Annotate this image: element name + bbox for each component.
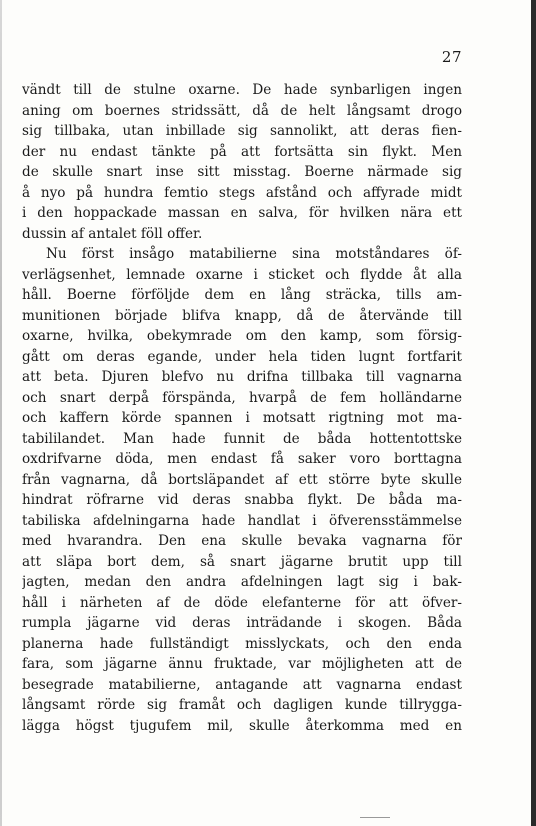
text-line: och kaffern körde spannen i motsatt rigtning mot ma- [22,410,462,426]
printer-mark [360,817,390,818]
text-line: å nyo på hundra femtio stegs afstånd och affyrade midt [22,184,462,201]
text-line: munitionen började blifva knapp, då de återvände till [22,307,462,324]
text-line: och snart derpå förspända, hvarpå de fem holländarne [22,389,462,406]
text-line: att släpa bort dem, så snart jägarne brutit upp till [22,553,462,570]
paragraph-1 [22,80,462,244]
text-line: aning om boernes stridssätt, då de helt långsamt drogo [22,102,462,119]
text-line: planerna hade fullständigt misslyckats, och den enda [22,635,462,652]
text-line: vändt till de stulne oxarne. De hade synbarligen ingen [22,82,462,98]
text-line: håll i närheten af de döde elefanterne för att öfver- [22,594,462,611]
page-edge-right [531,0,536,826]
text-line: der nu endast tänkte på att fortsätta sin flykt. Men [22,143,462,160]
text-line: oxdrifvarne döda, men endast få saker voro borttagna [22,451,462,467]
text-line: verlägsenhet, lemnade oxarne i sticket och flydde åt alla [22,266,462,283]
text-line: tabililandet. Man hade funnit de båda hottentottske [22,430,462,447]
text-line: rumpla jägarne vid deras inträdande i skogen. Båda [22,615,462,631]
text-line: långsamt rörde sig framåt och dagligen kunde tillrygga- [22,697,462,713]
text-line: från vagnarna, då bortsläpandet af ett större byte skulle [22,471,462,488]
text-line: gått om deras egande, under hela tiden lugnt fortfarit [22,348,462,365]
text-line: att beta. Djuren blefvo nu drifna tillbaka till vagnarna [22,369,462,385]
text-line: i den hoppackade massan en salva, för hvilken nära ett [22,205,462,221]
text-line: med hvarandra. Den ena skulle bevaka vagnarna för [22,533,462,549]
text-line: jagten, medan den andra afdelningen lagt sig i bak- [22,574,462,590]
paragraph-2 [22,244,462,736]
text-line: hindrat röfrarne vid deras snabba flykt. De båda ma- [22,492,462,508]
text-line: besegrade matabilierne, antagande att vagnarna endast [22,676,462,693]
text-line: lägga högst tjugufem mil, skulle återkomma med en [22,717,462,734]
text-line: Nu först insågo matabilierne sina motståndares öf- [46,246,462,262]
text-line: fara, som jägarne ännu fruktade, var möjligheten att de [22,656,462,672]
body-text [22,80,462,736]
text-line: håll. Boerne förföljde dem en lång sträcka, tills am- [22,287,462,303]
text-line: de skulle snart inse sitt misstag. Boerne närmade sig [22,164,462,180]
text-line: oxarne, hvilka, obekymrade om den kamp, som försig- [22,328,462,344]
page-edge-left [0,0,2,826]
text-line: tabiliska afdelningarna hade handlat i öfverensstämmelse [22,512,462,529]
page-number: 27 [441,48,462,66]
text-line: sig tillbaka, utan inbillade sig sannolikt, att deras fien- [22,123,462,139]
text-line: dussin af antalet föll offer. [22,225,203,242]
